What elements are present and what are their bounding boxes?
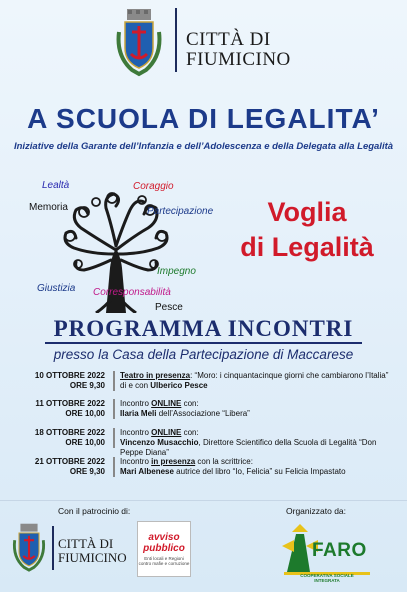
event-date: 11 OTTOBRE 2022 <box>35 399 105 408</box>
event-lead: ONLINE <box>151 399 182 408</box>
programma-subtitle: presso la Casa della Partecipazione di Maccarese <box>53 347 354 362</box>
voglia-line1: Voglia <box>267 197 347 227</box>
value-memoria: Memoria <box>29 202 68 213</box>
footer-crest-divider <box>52 526 54 570</box>
value-lealta: Lealtà <box>42 180 70 191</box>
event-person: Ilaria Meli <box>120 409 157 418</box>
patrocinio-label: Con il patrocinio di: <box>58 506 131 516</box>
event-person: Mari Albenese <box>120 467 174 476</box>
fiumicino-crest-small-icon <box>11 523 47 573</box>
avviso-pubblico-logo <box>137 521 191 577</box>
event-desc <box>120 399 400 419</box>
header-divider <box>175 8 177 72</box>
programma-underline <box>45 342 362 344</box>
value-impegno: Impegno <box>157 266 196 277</box>
event-person: Vincenzo Musacchio <box>120 438 199 447</box>
faro-name: FARO <box>312 540 367 561</box>
event-time: ORE 9,30 <box>69 381 105 390</box>
event-line1-rest: con: <box>181 399 199 408</box>
value-pesce: Pesce <box>155 302 183 313</box>
event-person: Ulberico Pesce <box>150 381 208 390</box>
event-divider <box>113 399 115 419</box>
voglia-di-legalita <box>222 195 392 265</box>
city-line1: CITTÀ DI <box>186 29 271 50</box>
event-desc <box>120 428 400 458</box>
event-time: ORE 10,00 <box>65 409 105 418</box>
value-coraggio: Coraggio <box>133 181 174 192</box>
city-name-header <box>186 30 291 70</box>
event-line1-rest: con: <box>181 428 199 437</box>
event-line2-rest: autrice del libro “Io, Felicia” su Felicia Impastato <box>173 467 346 476</box>
fiumicino-crest-icon <box>114 8 164 78</box>
event-lead-pre: Incontro <box>120 399 152 408</box>
event-lead: ONLINE <box>151 428 182 437</box>
event-desc <box>120 371 400 391</box>
event-line1-rest: : “Moro: i cinquantacinque giorni che cambiarono l’Italia” <box>190 371 389 380</box>
event-line1-rest: con la scrittrice: <box>195 457 253 466</box>
city-line1: CITTÀ DI <box>58 536 114 551</box>
city-line2: FIUMICINO <box>186 49 291 70</box>
avviso-line1: avviso <box>148 532 180 543</box>
main-title: A SCUOLA DI LEGALITA’ <box>27 103 380 134</box>
event-lead: Teatro in presenza <box>120 371 191 380</box>
event-divider <box>113 428 115 448</box>
event-lead-pre: Incontro <box>120 457 152 466</box>
city-line2: FIUMICINO <box>58 550 127 565</box>
value-giustizia: Giustizia <box>37 283 76 294</box>
event-line2-rest: , Direttore Scientifico della Scuola di Legalità “Don Peppe Diana” <box>120 438 377 457</box>
event-date: 10 OTTOBRE 2022 <box>34 371 105 380</box>
voglia-line2: di Legalità <box>240 232 374 262</box>
programma-title: PROGRAMMA INCONTRI <box>53 316 354 341</box>
event-date: 21 OTTOBRE 2022 <box>34 457 105 466</box>
footer-divider <box>0 500 407 501</box>
event-time: ORE 9,30 <box>69 467 105 476</box>
organizzato-label: Organizzato da: <box>286 506 347 516</box>
event-divider <box>113 371 115 391</box>
event-desc <box>120 457 400 477</box>
avviso-line2: pubblico <box>143 543 185 554</box>
event-line2-pre: di e con <box>120 381 151 390</box>
subtitle: Iniziative della Garante dell’Infanzia e dell’Adolescenza e della Delegata alla Legalità <box>13 141 394 152</box>
value-partecipazione: Partecipazione <box>147 206 214 217</box>
event-line2-rest: dell’Associazione “Libera” <box>156 409 250 418</box>
value-corresponsabilita: Corresponsabilità <box>93 287 171 298</box>
city-name-footer <box>58 537 127 565</box>
avviso-tagline: Enti locali e Regioni contro mafie e corruzione <box>138 556 190 566</box>
event-lead-pre: Incontro <box>120 428 152 437</box>
faro-cooperative-label: COOPERATIVA SOCIALE INTEGRATA <box>300 573 354 583</box>
event-date: 18 OTTOBRE 2022 <box>34 428 105 437</box>
event-lead: in presenza <box>151 457 196 466</box>
event-time: ORE 10,00 <box>65 438 105 447</box>
event-divider <box>113 457 115 477</box>
